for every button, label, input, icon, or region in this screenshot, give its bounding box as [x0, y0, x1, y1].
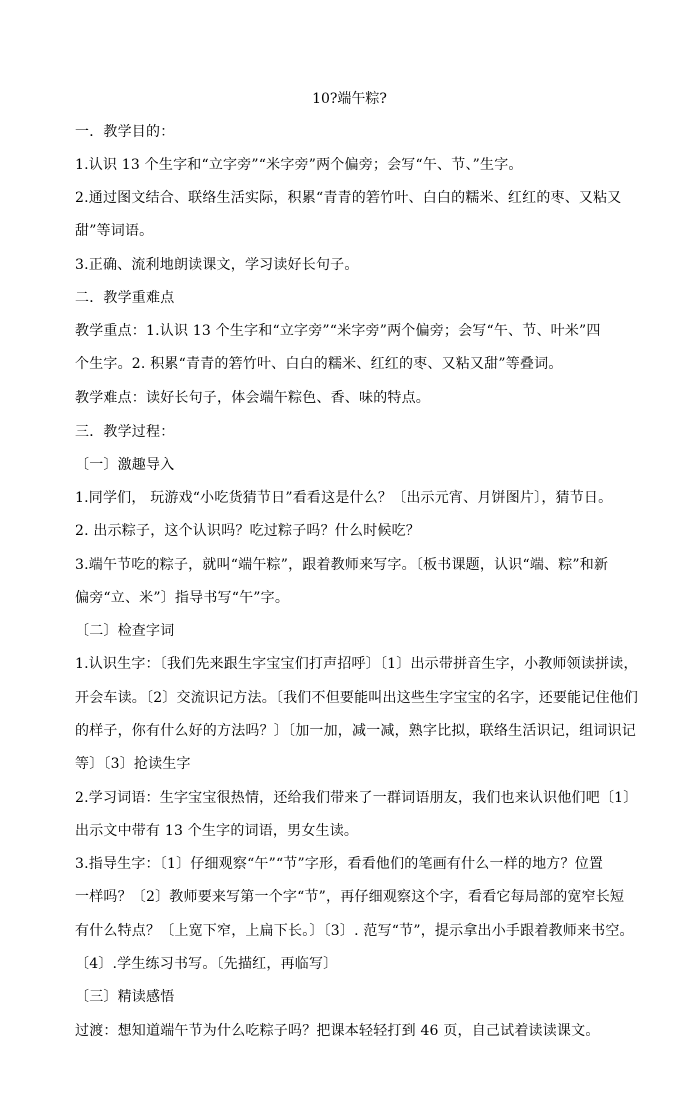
subsection-heading: 〔一〕激趣导入: [75, 457, 175, 473]
paragraph-line: 1.认识 13 个生字和“立字旁”“米字旁”两个偏旁；会写“午、节、”生字。: [75, 157, 523, 173]
paragraph-line: 3.指导生字：〔1〕仔细观察“午”“节”字形，看看他们的笔画有什么一样的地方？位置: [75, 856, 604, 872]
subsection-heading: 〔二〕检查字词: [75, 623, 175, 639]
section-heading-process: 三．教学过程：: [75, 424, 175, 440]
paragraph-line: 开会车读。〔2〕交流识记方法。〔我们不但要能叫出这些生字宝宝的名字，还要能记住他们: [75, 690, 639, 706]
paragraph-line: 等〕〔3〕抢读生字: [75, 756, 191, 772]
paragraph-line: 〔4〕.学生练习书写。〔先描红，再临写〕: [75, 956, 338, 972]
paragraph-line: 偏旁“立、米”〕指导书写“午”字。: [75, 590, 290, 606]
paragraph-line: 甜”等词语。: [75, 223, 154, 239]
paragraph-line: 一样吗？〔2〕教师要来写第一个字“节”，再仔细观察这个字，看看它每局部的宽窄长短: [75, 889, 625, 905]
subsection-heading: 〔三〕精读感悟: [75, 989, 175, 1005]
section-heading-key-points: 二．教学重难点: [75, 290, 175, 306]
paragraph-line: 有什么特点？〔上宽下窄，上扁下长。〕〔3〕. 范写“节”，提示拿出小手跟着教师来书空。: [75, 923, 634, 939]
paragraph-line: 教学难点：读好长句子，体会端午粽色、香、味的特点。: [75, 390, 430, 406]
section-heading-objectives: 一．教学目的：: [75, 124, 175, 140]
paragraph-line: 3.端午节吃的粽子，就叫“端午粽”，跟着教师来写字。〔板书课题，认识“端、粽”和新: [75, 557, 609, 573]
paragraph-line: 1.认识生字：〔我们先来跟生字宝宝们打声招呼〕〔1〕出示带拼音生字，小教师领读拼读，: [75, 656, 638, 672]
paragraph-line: 2.学习词语：生字宝宝很热情，还给我们带来了一群词语朋友，我们也来认识他们吧〔1〕: [75, 790, 638, 806]
paragraph-line: 出示文中带有 13 个生字的词语，男女生读。: [75, 823, 359, 839]
paragraph-line: 1.同学们， 玩游戏“小吃货猜节日”看看这是什么？〔出示元宵、月饼图片〕，猜节日。: [75, 490, 613, 506]
paragraph-line: 教学重点：1.认识 13 个生字和“立字旁”“米字旁”两个偏旁；会写“午、节、叶米”四: [75, 323, 601, 339]
document-title: 10?端午粽?: [312, 91, 387, 107]
paragraph-line: 的样子，你有什么好的方法吗？〕〔加一加，减一减，熟字比拟，联络生活识记，组词识记: [75, 723, 636, 739]
paragraph-line: 2. 出示粽子，这个认识吗？吃过粽子吗？什么时候吃？: [75, 523, 421, 539]
paragraph-line: 过渡：想知道端午节为什么吃粽子吗？把课本轻轻打到 46 页，自己试着读读课文。: [75, 1023, 600, 1039]
paragraph-line: 3.正确、流利地朗读课文，学习读好长句子。: [75, 257, 359, 273]
paragraph-line: 个生字。2. 积累“青青的箬竹叶、白白的糯米、红红的枣、又粘又甜”等叠词。: [75, 356, 563, 372]
paragraph-line: 2.通过图文结合、联络生活实际，积累“青青的箬竹叶、白白的糯米、红红的枣、又粘又: [75, 190, 622, 206]
